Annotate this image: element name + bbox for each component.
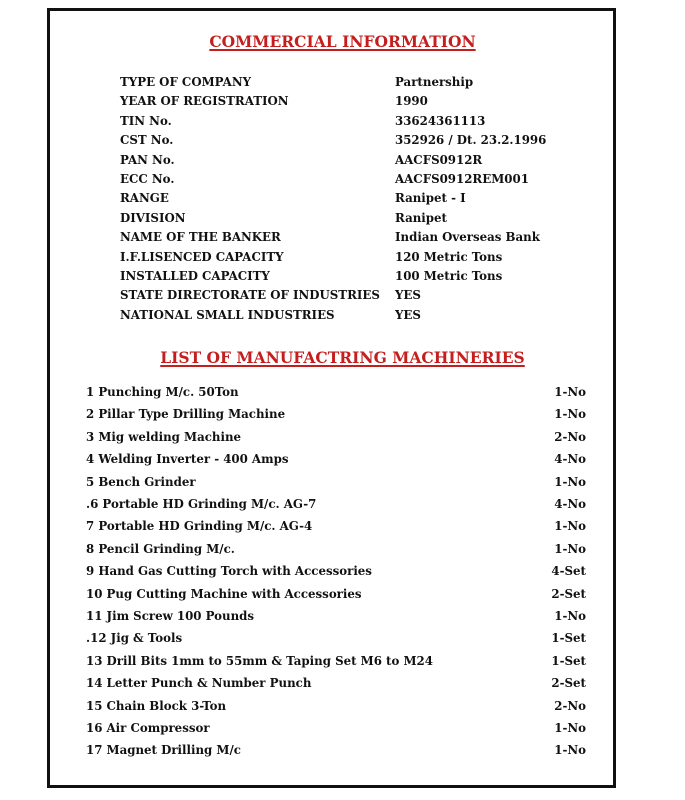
- machine-quantity: 1-No: [554, 609, 586, 623]
- info-value: 1990: [395, 94, 428, 109]
- machine-name: 16 Air Compressor: [86, 721, 210, 735]
- machine-name: 11 Jim Screw 100 Pounds: [86, 609, 255, 623]
- machine-quantity: 4-No: [554, 497, 586, 511]
- machine-name: .12 Jig & Tools: [86, 631, 183, 646]
- info-value: 33624361113: [395, 113, 486, 128]
- machinery-row: [86, 426, 586, 448]
- machine-quantity: 4-No: [554, 452, 586, 467]
- machinery-row: [86, 627, 586, 649]
- info-label: CST No.: [120, 133, 174, 148]
- machine-quantity: 1-No: [554, 385, 586, 399]
- info-value: AACFS0912R: [395, 152, 483, 167]
- commercial-information-heading: COMMERCIAL INFORMATION: [209, 32, 476, 51]
- machinery-row: [86, 560, 586, 582]
- info-row-cst-no: [120, 131, 580, 150]
- machinery-list-heading: LIST OF MANUFACTRING MACHINERIES: [160, 348, 525, 367]
- machine-quantity: 1-Set: [551, 631, 586, 646]
- info-label: NATIONAL SMALL INDUSTRIES: [120, 307, 335, 322]
- info-label: YEAR OF REGISTRATION: [120, 94, 289, 109]
- machine-name: 8 Pencil Grinding M/c.: [86, 541, 235, 556]
- machine-name: .6 Portable HD Grinding M/c. AG-7: [86, 497, 317, 511]
- machine-name: 5 Bench Grinder: [86, 474, 196, 489]
- info-row-year-of-registration: [120, 92, 580, 111]
- machinery-row: [86, 493, 586, 515]
- machinery-row: [86, 650, 586, 672]
- machine-quantity: 2-No: [554, 698, 586, 713]
- machinery-row: [86, 717, 586, 739]
- machinery-row: [86, 381, 586, 403]
- machine-quantity: 2-No: [554, 429, 586, 444]
- machine-quantity: 1-No: [554, 519, 586, 534]
- info-value: YES: [395, 288, 421, 303]
- info-value: Ranipet - I: [395, 191, 466, 206]
- machine-name: 9 Hand Gas Cutting Torch with Accessories: [86, 564, 372, 579]
- machine-quantity: 1-No: [554, 541, 586, 556]
- info-row-national-small-industries: [120, 306, 580, 325]
- machinery-row: [86, 605, 586, 627]
- machinery-row: [86, 739, 586, 761]
- machinery-row: [86, 583, 586, 605]
- info-row-division: [120, 209, 580, 228]
- info-value: YES: [395, 307, 421, 322]
- info-value: 100 Metric Tons: [395, 269, 503, 283]
- machine-quantity: 1-No: [554, 743, 586, 758]
- machine-quantity: 1-No: [554, 474, 586, 489]
- info-label: RANGE: [120, 191, 169, 206]
- machinery-row: [86, 538, 586, 560]
- machinery-row: [86, 672, 586, 694]
- machine-quantity: 2-Set: [551, 586, 586, 601]
- info-label: I.F.LISENCED CAPACITY: [120, 249, 284, 264]
- info-row-licensed-capacity: [120, 248, 580, 267]
- machine-name: 15 Chain Block 3-Ton: [86, 698, 227, 713]
- info-row-installed-capacity: [120, 267, 580, 286]
- machinery-row: [86, 403, 586, 425]
- info-row-type-of-company: [120, 73, 580, 92]
- machine-quantity: 1-Set: [551, 653, 586, 668]
- machinery-row: [86, 448, 586, 470]
- machinery-row: [86, 471, 586, 493]
- info-value: Ranipet: [395, 210, 447, 225]
- machine-name: 17 Magnet Drilling M/c: [86, 743, 241, 758]
- machine-name: 13 Drill Bits 1mm to 55mm & Taping Set M6 to M24: [86, 653, 433, 668]
- info-value: Partnership: [395, 75, 474, 89]
- machinery-row: [86, 695, 586, 717]
- machine-name: 14 Letter Punch & Number Punch: [86, 676, 312, 691]
- info-label: DIVISION: [120, 210, 186, 225]
- info-label: NAME OF THE BANKER: [120, 230, 281, 245]
- info-value: 120 Metric Tons: [395, 249, 503, 264]
- info-label: TIN No.: [120, 113, 172, 128]
- machine-quantity: 2-Set: [551, 676, 586, 691]
- info-row-range: [120, 189, 580, 208]
- info-label: INSTALLED CAPACITY: [120, 269, 270, 283]
- machine-name: 4 Welding Inverter - 400 Amps: [86, 452, 289, 467]
- info-value: AACFS0912REM001: [395, 172, 529, 186]
- machine-name: 10 Pug Cutting Machine with Accessories: [86, 586, 362, 601]
- info-row-tin-no: [120, 112, 580, 131]
- info-label: ECC No.: [120, 172, 175, 186]
- info-label: STATE DIRECTORATE OF INDUSTRIES: [120, 288, 380, 303]
- machine-name: 3 Mig welding Machine: [86, 429, 242, 444]
- info-value: 352926 / Dt. 23.2.1996: [395, 133, 547, 148]
- info-label: PAN No.: [120, 152, 175, 167]
- machine-quantity: 4-Set: [551, 564, 586, 579]
- info-value: Indian Overseas Bank: [395, 230, 540, 245]
- info-row-name-of-the-banker: [120, 228, 580, 247]
- machinery-row: [86, 515, 586, 537]
- machine-name: 1 Punching M/c. 50Ton: [86, 385, 239, 399]
- machine-quantity: 1-No: [554, 721, 586, 735]
- info-label: TYPE OF COMPANY: [120, 75, 252, 89]
- machine-name: 2 Pillar Type Drilling Machine: [86, 407, 286, 422]
- info-row-pan-no: [120, 151, 580, 170]
- machine-quantity: 1-No: [554, 407, 586, 422]
- info-row-state-directorate: [120, 286, 580, 305]
- machine-name: 7 Portable HD Grinding M/c. AG-4: [86, 519, 313, 534]
- info-row-ecc-no: [120, 170, 580, 189]
